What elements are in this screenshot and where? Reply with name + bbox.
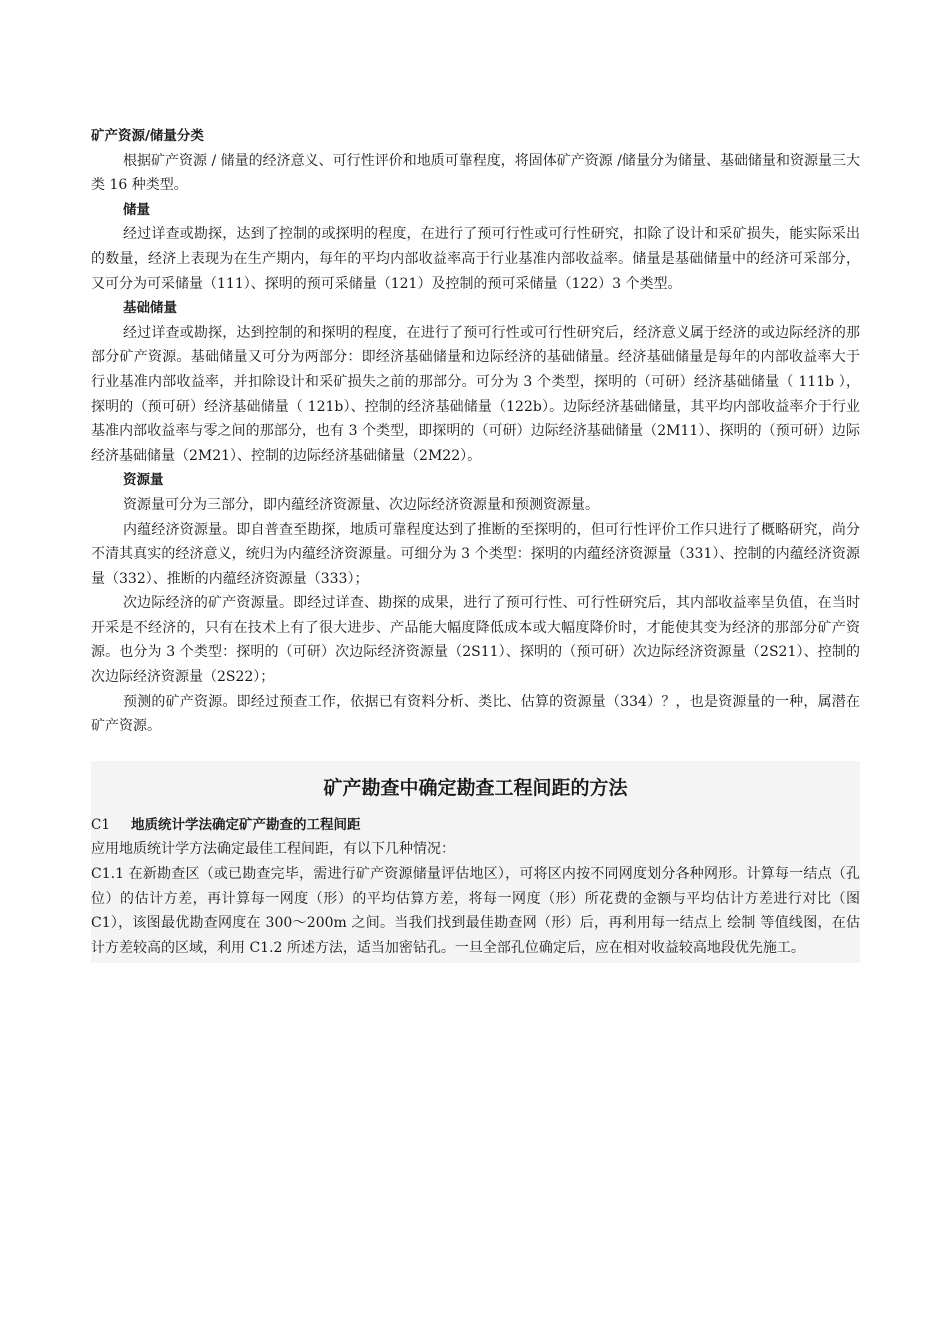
method-intro-paragraph: 应用地质统计学方法确定最佳工程间距，有以下几种情况：: [91, 841, 455, 858]
subsection-heading: [91, 813, 860, 838]
resource-heading: 资源量: [123, 472, 164, 489]
resource-paragraph-2: 内蕴经济资源量。即自普查至勘探，地质可靠程度达到了推断的至探明的，但可行性评价工作只进行了概略研究，尚分不清其真实的经济意义，统归为内蕴经济资源量。可细分为 3 个类型：探明的内蕴经济资源量（331）、控制的内蕴经济资源量（332）、推断的内蕴经济资源量（333）；: [91, 521, 860, 587]
section-title: 矿产资源/储量分类: [91, 128, 204, 144]
reserve-paragraph: 经过详查或勘探，达到了控制的或探明的程度，在进行了预可行性或可行性研究，扣除了设计和采矿损失，能实际采出的数量，经济上表现为在生产期内，每年的平均内部收益率高于行业基准内部收益率。储量是基础储量中的经济可采部分，又可分为可采储量（111）、探明的预可采储量（121）及控制的预可采储量（122）3 个类型。: [91, 226, 860, 292]
survey-spacing-section: [91, 761, 860, 964]
subsection-number: C1: [91, 816, 110, 833]
resource-classification-section: [91, 124, 860, 739]
base-reserve-heading: 基础储量: [123, 300, 177, 317]
resource-paragraph-3: 次边际经济的矿产资源量。即经过详查、勘探的成果，进行了预可行性、可行性研究后，其内部收益率呈负值，在当时开采是不经济的，只有在技术上有了很大进步、产品能大幅度降低成本或大幅度降价时，才能使其变为经济的那部分矿产资源。也分为 3 个类型：探明的（可研）次边际经济资源量（2S11）、探明的（预可研）次边际经济资源量（2S21）、控制的次边际经济资源量（2S22）；: [91, 595, 860, 686]
intro-paragraph: 根据矿产资源 / 储量的经济意义、可行性评价和地质可靠程度，将固体矿产资源 /储量分为储量、基础储量和资源量三大类 16 种类型。: [91, 152, 860, 194]
method-c1-1-paragraph: C1.1 在新勘查区（或已勘查完毕，需进行矿产资源储量评估地区），可将区内按不同网度划分各种网形。计算每一结点（孔位）的估计方差，再计算每一网度（形）的平均估算方差，将每一网度（形）所花费的金额与平均估计方差进行对比（图 C1），该图最优勘查网度在 300～200m 之间。当我们找到最佳勘查网（形）后，再利用每一结点上 绘制 等值线图，在估计方差较高的区域，利用 C1.2 所述方法，适当加密钻孔。一旦全部孔位确定后，应在相对收益较高地段优先施工。: [91, 866, 860, 956]
section2-title: 矿产勘查中确定勘查工程间距的方法: [323, 776, 628, 799]
resource-paragraph-1: 资源量可分为三部分，即内蕴经济资源量、次边际经济资源量和预测资源量。: [123, 496, 599, 513]
document-page: [91, 124, 860, 963]
reserve-heading: 储量: [123, 201, 150, 218]
base-reserve-paragraph: 经过详查或勘探，达到控制的和探明的程度，在进行了预可行性或可行性研究后，经济意义属于经济的或边际经济的那部分矿产资源。基础储量又可分为两部分：即经济基础储量和边际经济的基础储量。经济基础储量是每年的内部收益率大于行业基准内部收益率，并扣除设计和采矿损失之前的那部分。可分为 3 个类型，探明的（可研）经济基础储量（ 111b ），探明的（预可研）经济基础储量（ 121b）、控制的经济基础储量（122b）。边际经济基础储量，其平均内部收益率介于行业基准内部收益率与零之间的那部分，也有 3 个类型，即探明的（可研）边际经济基础储量（2M11）、探明的（预可研）边际经济基础储量（2M21）、控制的边际经济基础储量（2M22）。: [91, 324, 860, 464]
subsection-title: 地质统计学法确定矿产勘查的工程间距: [131, 816, 361, 833]
resource-paragraph-4: 预测的矿产资源。即经过预查工作，依据已有资料分析、类比、估算的资源量（334）？，也是资源量的一种，属潜在矿产资源。: [91, 693, 860, 735]
